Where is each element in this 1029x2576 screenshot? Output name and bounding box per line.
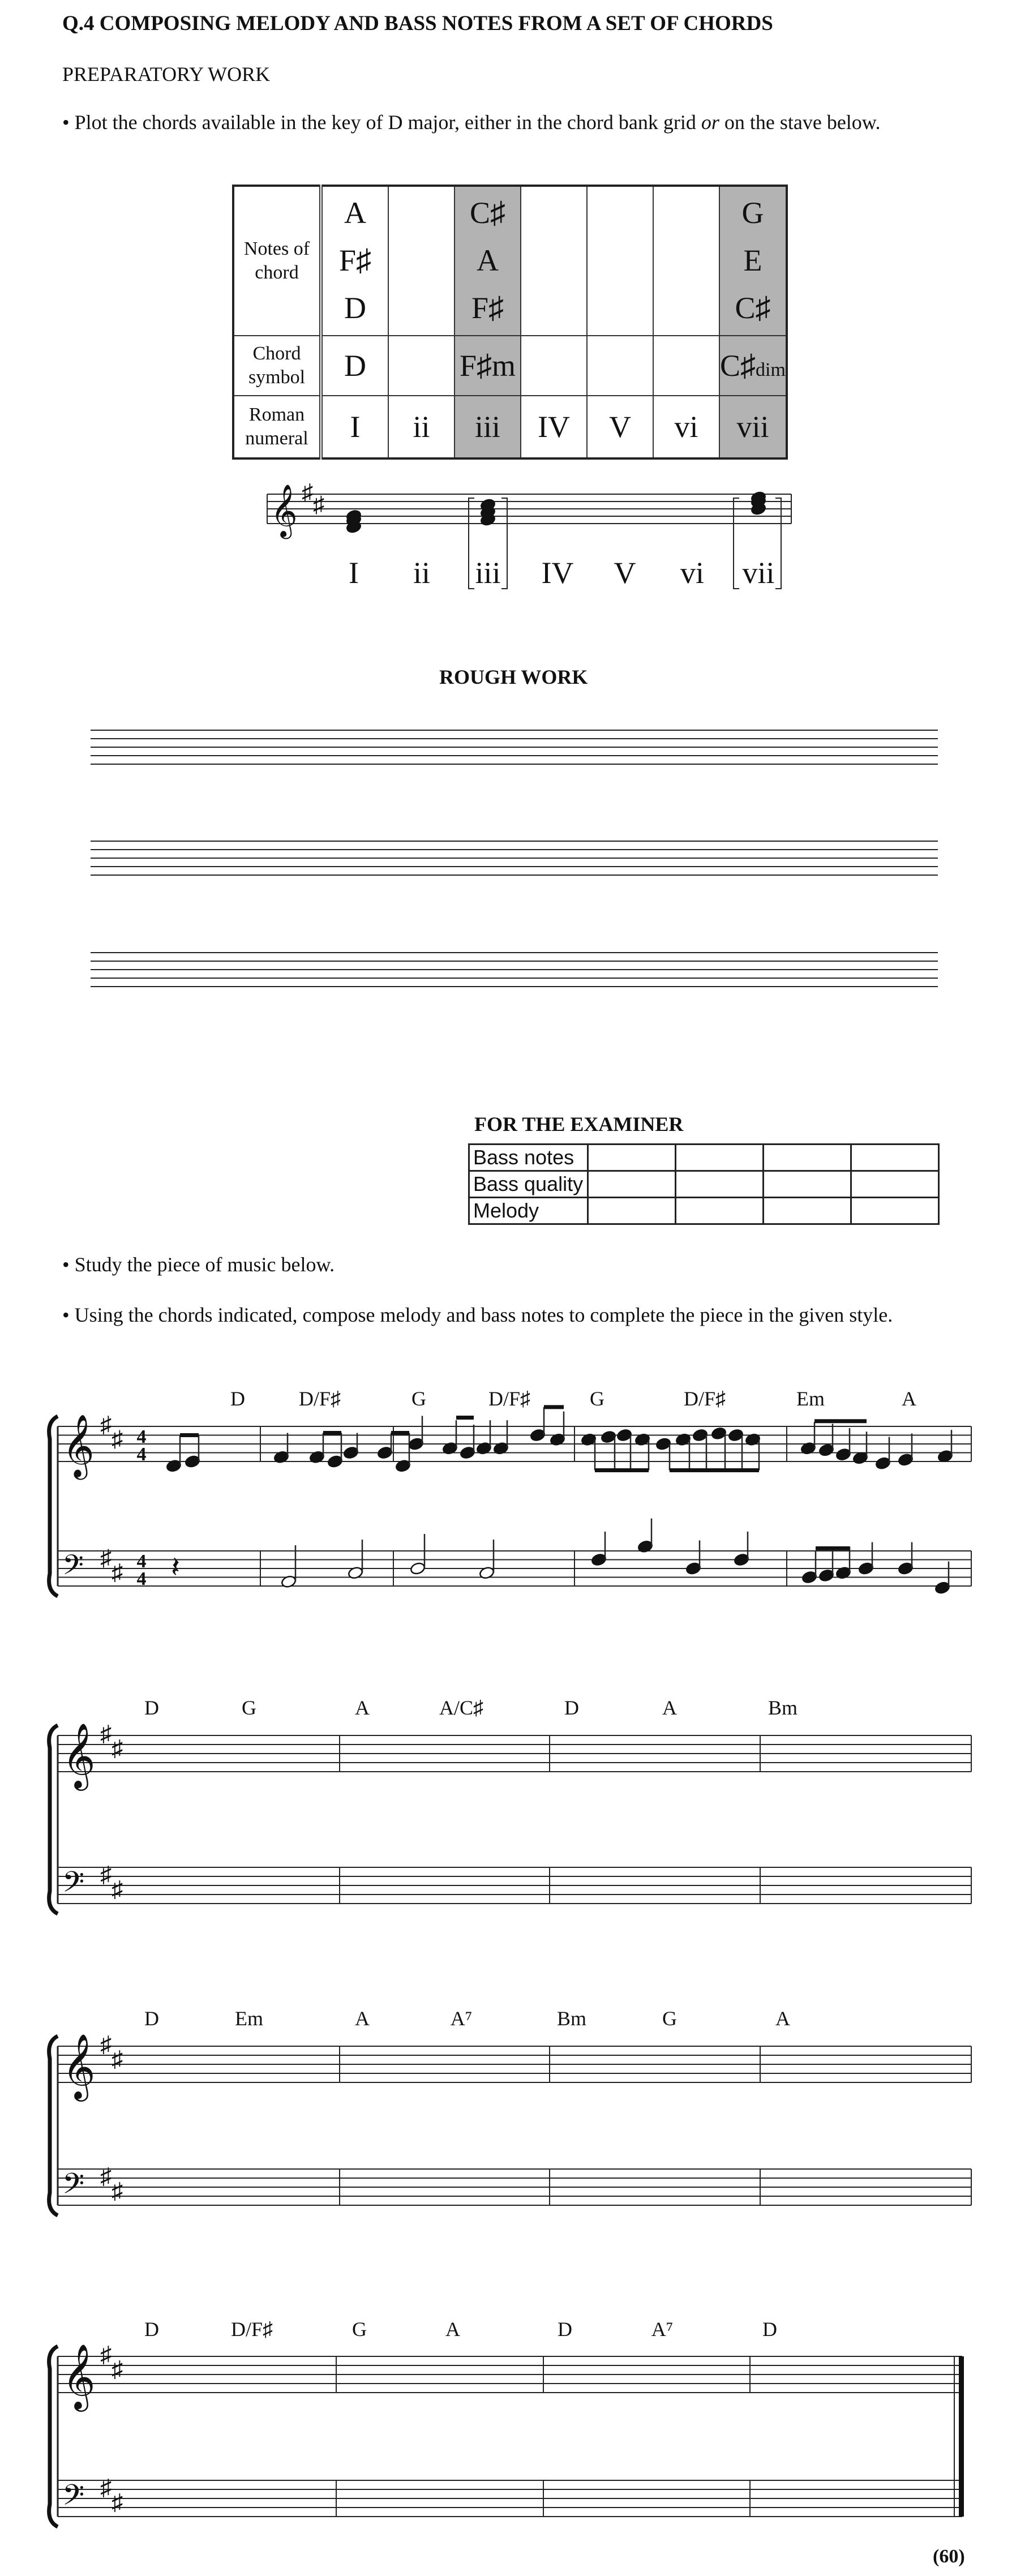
row-header-notes: Notes of chord bbox=[233, 186, 321, 336]
roman-cell: ii bbox=[388, 396, 455, 458]
symbol-cell-I[interactable]: D bbox=[321, 336, 388, 396]
chord-symbol: D bbox=[558, 2318, 572, 2341]
stave-roman-numeral: vi bbox=[680, 556, 705, 590]
examiner-row-label: Melody bbox=[469, 1198, 588, 1224]
chord-symbol: D bbox=[564, 1696, 579, 1719]
chord-symbol: D/F♯ bbox=[683, 1387, 726, 1410]
bracket bbox=[775, 498, 781, 589]
row-header-symbol: Chord symbol bbox=[233, 336, 321, 396]
examiner-cell[interactable] bbox=[588, 1145, 676, 1171]
key-signature-sharp-icon: ♯ bbox=[100, 1721, 112, 1746]
question-title: Q.4 COMPOSING MELODY AND BASS NOTES FROM A SET OF CHORDS bbox=[62, 12, 773, 35]
treble-clef-icon: 𝄞 bbox=[271, 485, 298, 536]
chord-symbol: Em bbox=[235, 2007, 263, 2030]
key-signature-sharp-icon: ♯ bbox=[313, 491, 324, 517]
chord-symbol: G bbox=[352, 2318, 367, 2341]
treble-clef-icon: 𝄞 bbox=[62, 1415, 95, 1476]
examiner-row-label: Bass notes bbox=[469, 1145, 588, 1171]
stave-roman-numeral: IV bbox=[541, 556, 574, 590]
examiner-cell[interactable] bbox=[676, 1145, 764, 1171]
chord-symbol: D bbox=[762, 2318, 777, 2341]
examiner-row-label: Bass quality bbox=[469, 1171, 588, 1198]
symbol-cell-vii[interactable]: C♯dim bbox=[719, 336, 787, 396]
chord-symbol: A bbox=[445, 2318, 460, 2341]
examiner-cell[interactable] bbox=[588, 1198, 676, 1224]
treble-clef-icon: 𝄞 bbox=[62, 2346, 96, 2408]
rough-work-heading: ROUGH WORK bbox=[439, 666, 588, 688]
key-signature-sharp-icon: ♯ bbox=[112, 1426, 123, 1452]
key-signature-sharp-icon: ♯ bbox=[112, 1735, 123, 1761]
roman-cell: I bbox=[321, 396, 388, 458]
bass-clef-icon: 𝄢 bbox=[62, 2168, 85, 2207]
bracket bbox=[469, 498, 474, 589]
system-bracket bbox=[49, 2346, 58, 2527]
instruction-text-end: on the stave below. bbox=[719, 111, 881, 134]
treble-clef-icon: 𝄞 bbox=[62, 2035, 96, 2098]
examiner-cell[interactable] bbox=[764, 1171, 851, 1198]
key-signature-sharp-icon: ♯ bbox=[302, 479, 313, 505]
examiner-heading: FOR THE EXAMINER bbox=[474, 1113, 684, 1135]
chord-symbol: G bbox=[411, 1387, 426, 1410]
chord-symbol: D/F♯ bbox=[298, 1387, 341, 1410]
study-instruction: • Study the piece of music below. bbox=[62, 1253, 335, 1276]
chord-symbol: A bbox=[902, 1387, 916, 1410]
key-signature-sharp-icon: ♯ bbox=[100, 2342, 112, 2367]
bracket bbox=[501, 498, 507, 589]
examiner-cell[interactable] bbox=[676, 1198, 764, 1224]
final-barline-thick bbox=[959, 2356, 964, 2517]
roman-cell: IV bbox=[521, 396, 587, 458]
symbol-cell-iii[interactable]: F♯m bbox=[455, 336, 521, 396]
examiner-cell[interactable] bbox=[851, 1171, 939, 1198]
examiner-cell[interactable] bbox=[851, 1198, 939, 1224]
bracket bbox=[734, 498, 739, 589]
system-bracket bbox=[49, 1725, 58, 1914]
chord-symbol: Em bbox=[796, 1387, 825, 1410]
instruction-text: • Plot the chords available in the key of D major, either in the chord bank grid bbox=[62, 111, 701, 134]
chord-symbol: A bbox=[355, 1696, 370, 1719]
time-signature-top: 4 bbox=[136, 1426, 147, 1447]
key-signature-sharp-icon: ♯ bbox=[100, 2475, 112, 2500]
examiner-cell[interactable] bbox=[764, 1145, 851, 1171]
key-signature-sharp-icon: ♯ bbox=[100, 2031, 112, 2057]
stave-roman-numeral: ii bbox=[413, 556, 431, 590]
chord-symbol: D bbox=[144, 2007, 159, 2030]
chord-symbol: A⁷ bbox=[651, 2318, 674, 2341]
key-signature-sharp-icon: ♯ bbox=[112, 2489, 123, 2515]
notehead bbox=[410, 1562, 426, 1575]
chord-symbol: D bbox=[230, 1387, 245, 1410]
examiner-table bbox=[468, 1143, 940, 1225]
chord-symbol: A/C♯ bbox=[439, 1696, 484, 1719]
key-signature-sharp-icon: ♯ bbox=[112, 2356, 123, 2382]
total-marks: (60) bbox=[933, 2546, 965, 2567]
notes-cell-I[interactable]: A F♯ D bbox=[321, 186, 388, 336]
system-bracket bbox=[49, 1416, 58, 1596]
instruction-emphasis: or bbox=[701, 111, 719, 134]
chord-symbol: G bbox=[662, 2007, 677, 2030]
chord-symbol: D bbox=[144, 1696, 159, 1719]
chord-symbol: G bbox=[590, 1387, 604, 1410]
bass-clef-icon: 𝄢 bbox=[62, 2480, 85, 2518]
chord-symbol: A bbox=[775, 2007, 790, 2030]
key-signature-sharp-icon: ♯ bbox=[100, 1412, 112, 1437]
examiner-cell[interactable] bbox=[851, 1145, 939, 1171]
key-signature-sharp-icon: ♯ bbox=[112, 2178, 123, 2204]
chord-symbol: A⁷ bbox=[450, 2007, 473, 2030]
quarter-rest-icon: 𝄽 bbox=[171, 1551, 180, 1584]
stave-roman-numeral: iii bbox=[475, 556, 501, 590]
key-signature-sharp-icon: ♯ bbox=[100, 2163, 112, 2189]
stave-roman-numeral: vii bbox=[742, 556, 775, 590]
key-signature-sharp-icon: ♯ bbox=[112, 1876, 123, 1902]
chord-symbol: Bm bbox=[556, 2007, 587, 2030]
chord-symbol: A bbox=[355, 2007, 370, 2030]
key-signature-sharp-icon: ♯ bbox=[100, 1862, 112, 1887]
time-signature-bottom: 4 bbox=[136, 1568, 147, 1589]
chord-symbol: G bbox=[242, 1696, 256, 1719]
roman-cell: vii bbox=[719, 396, 787, 458]
key-signature-sharp-icon: ♯ bbox=[100, 1545, 112, 1571]
preparatory-heading: PREPARATORY WORK bbox=[62, 63, 271, 85]
row-header-roman: Roman numeral bbox=[233, 396, 321, 458]
notes-cell-vii[interactable]: G E C♯ bbox=[719, 186, 787, 336]
treble-clef-icon: 𝄞 bbox=[62, 1725, 96, 1787]
chord-symbol: A bbox=[662, 1696, 677, 1719]
bass-clef-icon: 𝄢 bbox=[62, 1550, 84, 1588]
stave-roman-numeral: V bbox=[614, 556, 636, 590]
key-signature-sharp-icon: ♯ bbox=[112, 2046, 123, 2072]
compose-instruction: • Using the chords indicated, compose melody and bass notes to complete the piece in the given style. bbox=[62, 1304, 893, 1326]
roman-cell: iii bbox=[455, 396, 521, 458]
notes-cell-iii[interactable]: C♯ A F♯ bbox=[455, 186, 521, 336]
examiner-cell[interactable] bbox=[764, 1198, 851, 1224]
roman-cell: V bbox=[587, 396, 653, 458]
chord-symbol: D bbox=[144, 2318, 159, 2341]
examiner-cell[interactable] bbox=[588, 1171, 676, 1198]
bass-clef-icon: 𝄢 bbox=[62, 1867, 85, 1905]
time-signature-bottom: 4 bbox=[136, 1444, 147, 1465]
chord-symbol: Bm bbox=[768, 1696, 798, 1719]
roman-cell: vi bbox=[653, 396, 719, 458]
key-signature-sharp-icon: ♯ bbox=[112, 1559, 123, 1585]
time-signature-top: 4 bbox=[136, 1551, 147, 1572]
chord-symbol: D/F♯ bbox=[488, 1387, 531, 1410]
examiner-cell[interactable] bbox=[676, 1171, 764, 1198]
system-bracket bbox=[49, 2036, 58, 2215]
stave-roman-numeral: I bbox=[349, 556, 359, 590]
chord-symbol: D/F♯ bbox=[230, 2318, 273, 2341]
